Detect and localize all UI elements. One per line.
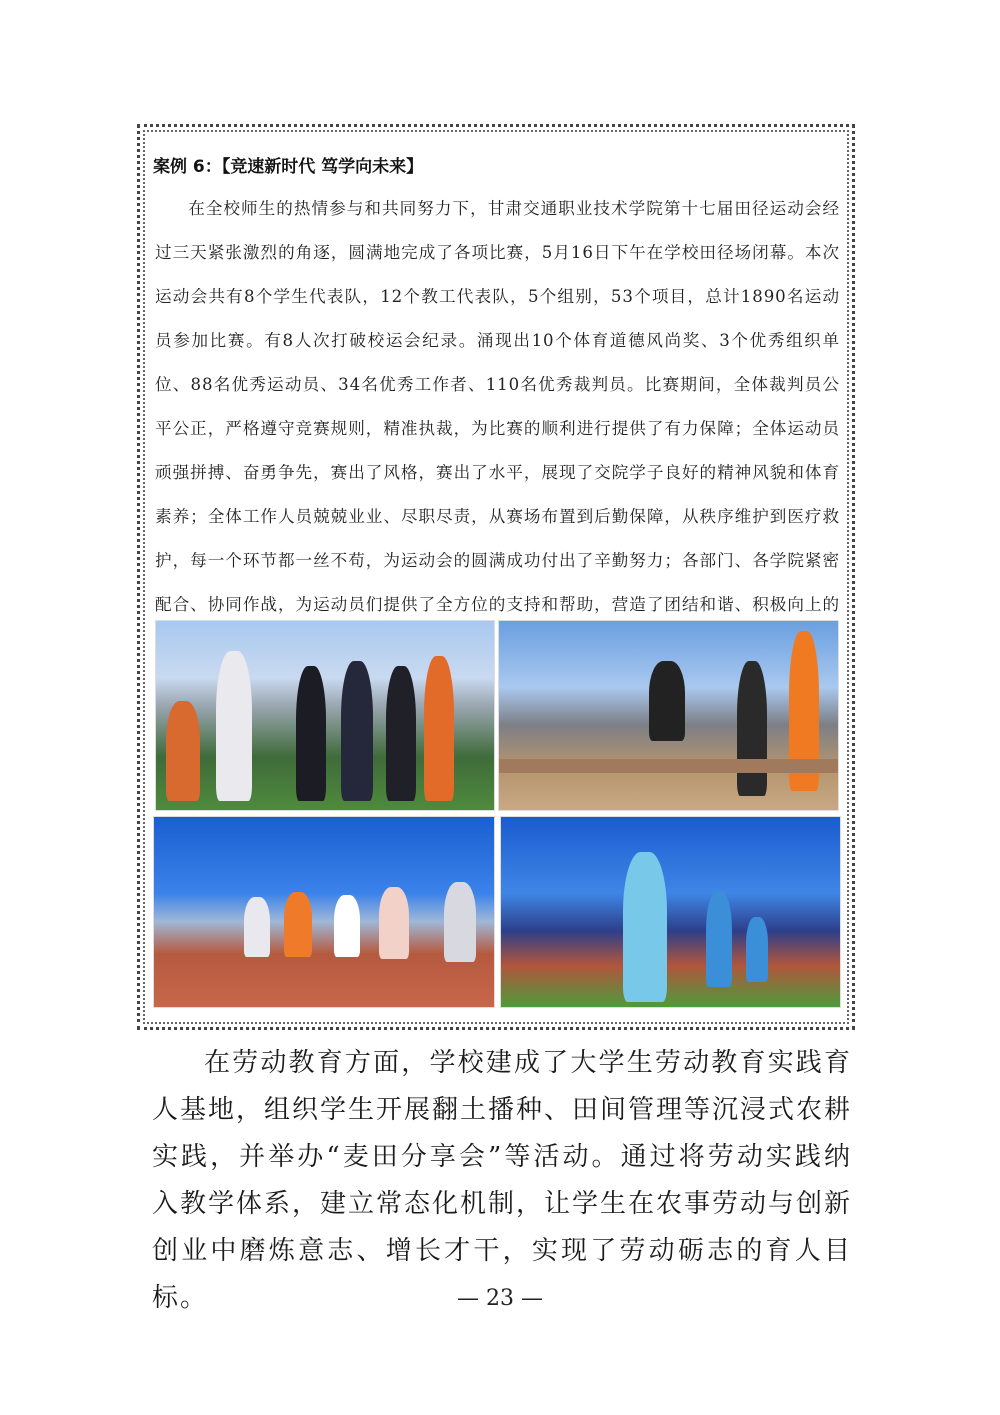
- photo-sprint-race: [153, 816, 495, 1008]
- labor-education-paragraph: 在劳动教育方面，学校建成了大学生劳动教育实践育人基地，组织学生开展翻土播种、田间管理等沉浸式农耕实践，并举办“麦田分享会”等活动。通过将劳动实践纳入教学体系，建立常态化机制，让学生在农事劳动与创新创业中磨炼意志、增长才干，实现了劳动砺志的育人目标。: [152, 1048, 853, 1313]
- photo-officials-on-field: [155, 620, 495, 811]
- case-title: 案例 6：【竞速新时代 笃学向未来】: [153, 157, 424, 177]
- case-body-text: 在全校师生的热情参与和共同努力下，甘肃交通职业技术学院第十七届田径运动会经过三天紧张激烈的角逐，圆满地完成了各项比赛，5月16日下午在学校田径场闭幕。本次运动会共有8个学生代表队，12个教工代表队，5个组别，53个项目，总计1890名运动员参加比赛。有8人次打破校运会纪录。涌现出10个体育道德风尚奖、3个优秀组织单位、88名优秀运动员、34名优秀工作者、110名优秀裁判员。比赛期间，全体裁判员公平公正，严格遵守竞赛规则，精准执裁，为比赛的顺利进行提供了有力保障；全体运动员顽强拼搏、奋勇争先，赛出了风格，赛出了水平，展现了交院学子良好的精神风貌和体育素养；全体工作人员兢兢业业、尽职尽责，从赛场布置到后勤保障，从秩序维护到医疗救护，每一个环节都一丝不苟，为运动会的圆满成功付出了辛勤努力；各部门、各学院紧密配合、协同作战，为运动员们提供了全方位的支持和帮助，营造了团结和谐、积极向上的: [155, 199, 840, 614]
- photo-runner-number-10: [500, 816, 841, 1008]
- page-number: — 23 —: [457, 1286, 543, 1311]
- photo-long-jump: [498, 620, 839, 811]
